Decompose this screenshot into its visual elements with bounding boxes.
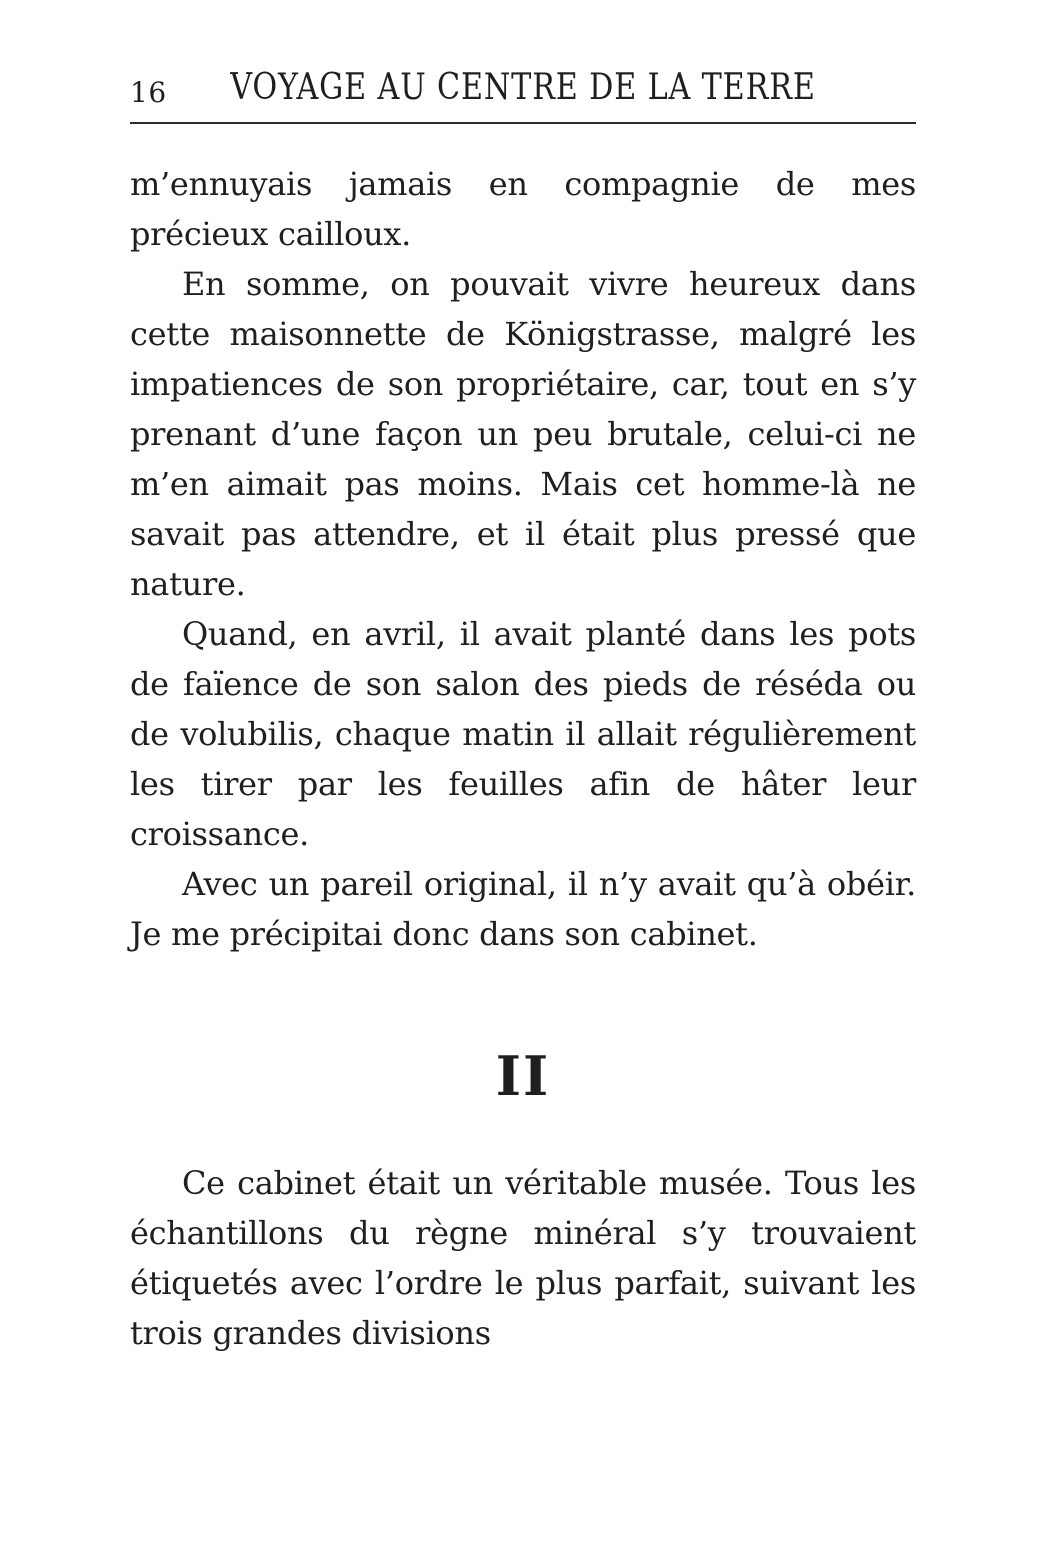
body-paragraph: En somme, on pouvait vivre heureux dans cette maisonnette de Königstrasse, malgré les impatiences de son propriétaire, car, tout en s’y prenant d’une façon un peu brutale, celui-ci ne m’en aimait pas moins. Mais cet homme-là ne savait pas attendre, et il était plus pressé que nature. [130,265,916,603]
page-number: 16 [130,76,167,109]
body-paragraph: m’ennuyais jamais en compagnie de mes précieux cailloux. [130,165,916,253]
running-title: VOYAGE AU CENTRE DE LA TERRE [230,67,816,108]
body-paragraph: Avec un pareil original, il n’y avait qu’à obéir. Je me précipitai donc dans son cabinet. [130,865,916,953]
text-column [130,159,916,1358]
header-rule [130,122,916,124]
chapter-heading: II [495,1044,551,1108]
body-paragraph: Quand, en avril, il avait planté dans les pots de faïence de son salon des pieds de réséda ou de volubilis, chaque matin il allait régulièrement les tirer par les feuilles afin de hâter leur croissance. [130,615,916,853]
body-paragraph: Ce cabinet était un véritable musée. Tous les échantillons du règne minéral s’y trouvaient étiquetés avec l’ordre le plus parfait, suivant les trois grandes divisions [130,1164,916,1352]
